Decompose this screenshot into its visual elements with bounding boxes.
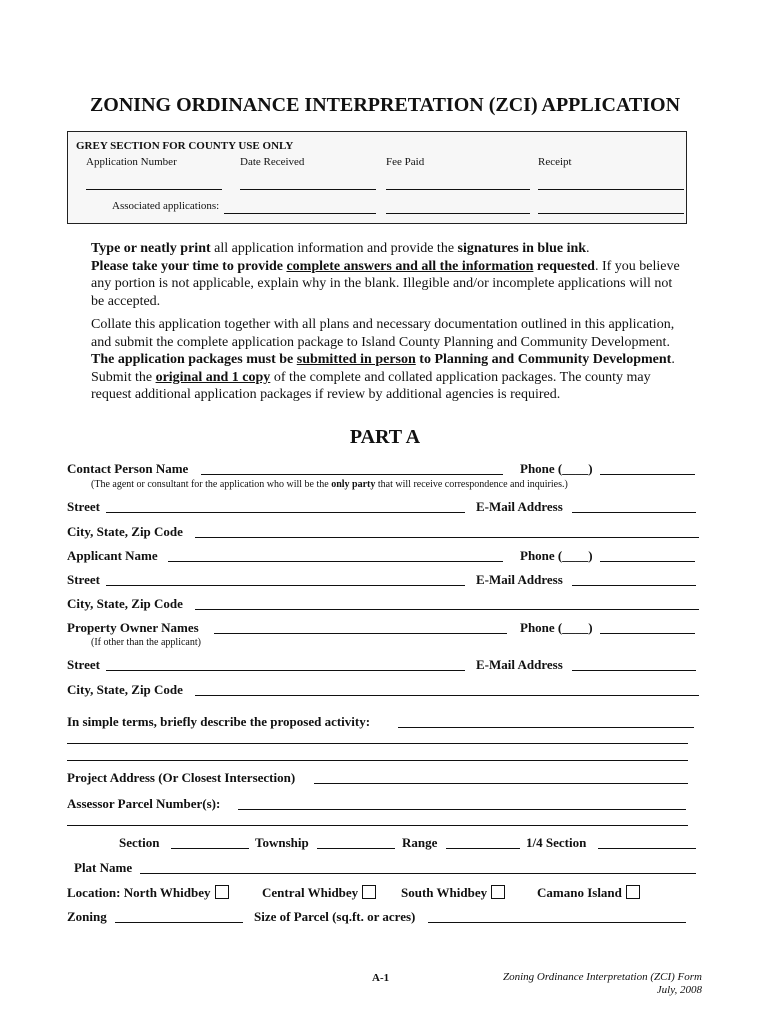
associated-applications-label: Associated applications: bbox=[112, 200, 220, 212]
contact-phone-label: Phone (____) bbox=[520, 461, 593, 476]
contact-person-label: Contact Person Name bbox=[67, 461, 189, 476]
other-than-applicant-note: (If other than the applicant) bbox=[91, 637, 201, 648]
receipt-field[interactable] bbox=[538, 189, 684, 190]
plat-name-label: Plat Name bbox=[74, 860, 133, 875]
page-title: ZONING ORDINANCE INTERPRETATION (ZCI) APPLICATION bbox=[89, 94, 681, 116]
plat-name-field[interactable] bbox=[140, 873, 696, 874]
applicant-city-field[interactable] bbox=[195, 609, 699, 610]
camano-island-checkbox[interactable] bbox=[626, 885, 640, 899]
applicant-email-label: E-Mail Address bbox=[476, 572, 563, 587]
township-label: Township bbox=[255, 835, 309, 850]
south-whidbey-checkbox[interactable] bbox=[491, 885, 505, 899]
county-section-heading: GREY SECTION FOR COUNTY USE ONLY bbox=[76, 140, 294, 152]
south-whidbey-label: South Whidbey bbox=[401, 885, 488, 900]
parcel-number-field-2[interactable] bbox=[67, 825, 688, 826]
contact-email-field[interactable] bbox=[572, 512, 696, 513]
describe-activity-field-3[interactable] bbox=[67, 760, 688, 761]
date-received-field[interactable] bbox=[240, 189, 376, 190]
central-whidbey-checkbox[interactable] bbox=[362, 885, 376, 899]
north-whidbey-label: North Whidbey bbox=[123, 885, 211, 900]
applicant-name-label: Applicant Name bbox=[67, 548, 158, 563]
associated-applications-field-1[interactable] bbox=[224, 213, 376, 214]
contact-city-label: City, State, Zip Code bbox=[67, 524, 183, 539]
property-owner-field[interactable] bbox=[214, 633, 507, 634]
describe-activity-field-2[interactable] bbox=[67, 743, 688, 744]
parcel-number-label: Assessor Parcel Number(s): bbox=[67, 796, 221, 811]
project-address-field[interactable] bbox=[314, 783, 688, 784]
owner-city-label: City, State, Zip Code bbox=[67, 682, 183, 697]
parcel-size-label: Size of Parcel (sq.ft. or acres) bbox=[254, 909, 416, 924]
township-field[interactable] bbox=[317, 848, 395, 849]
location-label: Location: bbox=[67, 885, 121, 900]
date-received-label: Date Received bbox=[240, 156, 305, 168]
instructions-paragraph-2: Collate this application together with all plans and necessary documentation outlined in this application, and submit the complete application package to Island County Planning and Community Development. The application packages must be submitted in person to Planning and Community Development. Submit the original and 1 copy of the complete and collated application packages. The county may request additional application packages if review by additional agencies is required. bbox=[91, 317, 675, 403]
associated-applications-field-2[interactable] bbox=[386, 213, 530, 214]
applicant-name-field[interactable] bbox=[168, 561, 503, 562]
section-field[interactable] bbox=[171, 848, 249, 849]
contact-street-label: Street bbox=[67, 499, 100, 514]
describe-activity-field-1[interactable] bbox=[398, 727, 694, 728]
contact-city-field[interactable] bbox=[195, 537, 699, 538]
contact-email-label: E-Mail Address bbox=[476, 499, 563, 514]
applicant-email-field[interactable] bbox=[572, 585, 696, 586]
receipt-label: Receipt bbox=[538, 156, 572, 168]
application-number-field[interactable] bbox=[86, 189, 222, 190]
associated-applications-field-3[interactable] bbox=[538, 213, 684, 214]
central-whidbey-option bbox=[262, 885, 376, 901]
owner-street-label: Street bbox=[67, 657, 100, 672]
form-name: Zoning Ordinance Interpretation (ZCI) Form bbox=[502, 971, 702, 983]
part-a-heading: PART A bbox=[349, 426, 421, 448]
applicant-street-label: Street bbox=[67, 572, 100, 587]
page-number: A-1 bbox=[372, 972, 390, 984]
application-number-label: Application Number bbox=[86, 156, 177, 168]
contact-street-field[interactable] bbox=[106, 512, 465, 513]
owner-city-field[interactable] bbox=[195, 695, 699, 696]
parcel-number-field-1[interactable] bbox=[238, 809, 686, 810]
section-label: Section bbox=[119, 835, 160, 850]
location-row bbox=[67, 885, 229, 901]
instructions-paragraph-1: Type or neatly print all application information and provide the signatures in blue ink. Please take your time to provide complete answers and all the information requested. If you believe any portion is not applicable, explain why in the blank. Illegible and/or incomplete applications will not be accepted. bbox=[91, 241, 680, 309]
north-whidbey-checkbox[interactable] bbox=[215, 885, 229, 899]
applicant-street-field[interactable] bbox=[106, 585, 465, 586]
zoning-label: Zoning bbox=[67, 909, 107, 924]
range-label: Range bbox=[402, 835, 438, 850]
form-date: July, 2008 bbox=[656, 984, 702, 996]
parcel-size-field[interactable] bbox=[428, 922, 686, 923]
fee-paid-field[interactable] bbox=[386, 189, 530, 190]
fee-paid-label: Fee Paid bbox=[386, 156, 425, 168]
contact-phone-field[interactable] bbox=[600, 474, 695, 475]
camano-island-option bbox=[537, 885, 640, 901]
describe-activity-label: In simple terms, briefly describe the proposed activity: bbox=[67, 714, 371, 729]
agent-note: (The agent or consultant for the application who will be the only party that will receive correspondence and inquiries.) bbox=[91, 479, 568, 490]
central-whidbey-label: Central Whidbey bbox=[262, 885, 359, 900]
range-field[interactable] bbox=[446, 848, 520, 849]
quarter-section-field[interactable] bbox=[598, 848, 696, 849]
applicant-phone-label: Phone (____) bbox=[520, 548, 593, 563]
applicant-phone-field[interactable] bbox=[600, 561, 695, 562]
property-owner-label: Property Owner Names bbox=[67, 620, 199, 635]
quarter-section-label: 1/4 Section bbox=[526, 835, 587, 850]
project-address-label: Project Address (Or Closest Intersection) bbox=[67, 770, 296, 785]
county-use-section bbox=[67, 131, 687, 224]
owner-email-label: E-Mail Address bbox=[476, 657, 563, 672]
contact-person-field[interactable] bbox=[201, 474, 503, 475]
owner-phone-field[interactable] bbox=[600, 633, 695, 634]
owner-email-field[interactable] bbox=[572, 670, 696, 671]
applicant-city-label: City, State, Zip Code bbox=[67, 596, 183, 611]
camano-island-label: Camano Island bbox=[537, 885, 622, 900]
zoning-field[interactable] bbox=[115, 922, 243, 923]
owner-street-field[interactable] bbox=[106, 670, 465, 671]
south-whidbey-option bbox=[401, 885, 505, 901]
owner-phone-label: Phone (____) bbox=[520, 620, 593, 635]
